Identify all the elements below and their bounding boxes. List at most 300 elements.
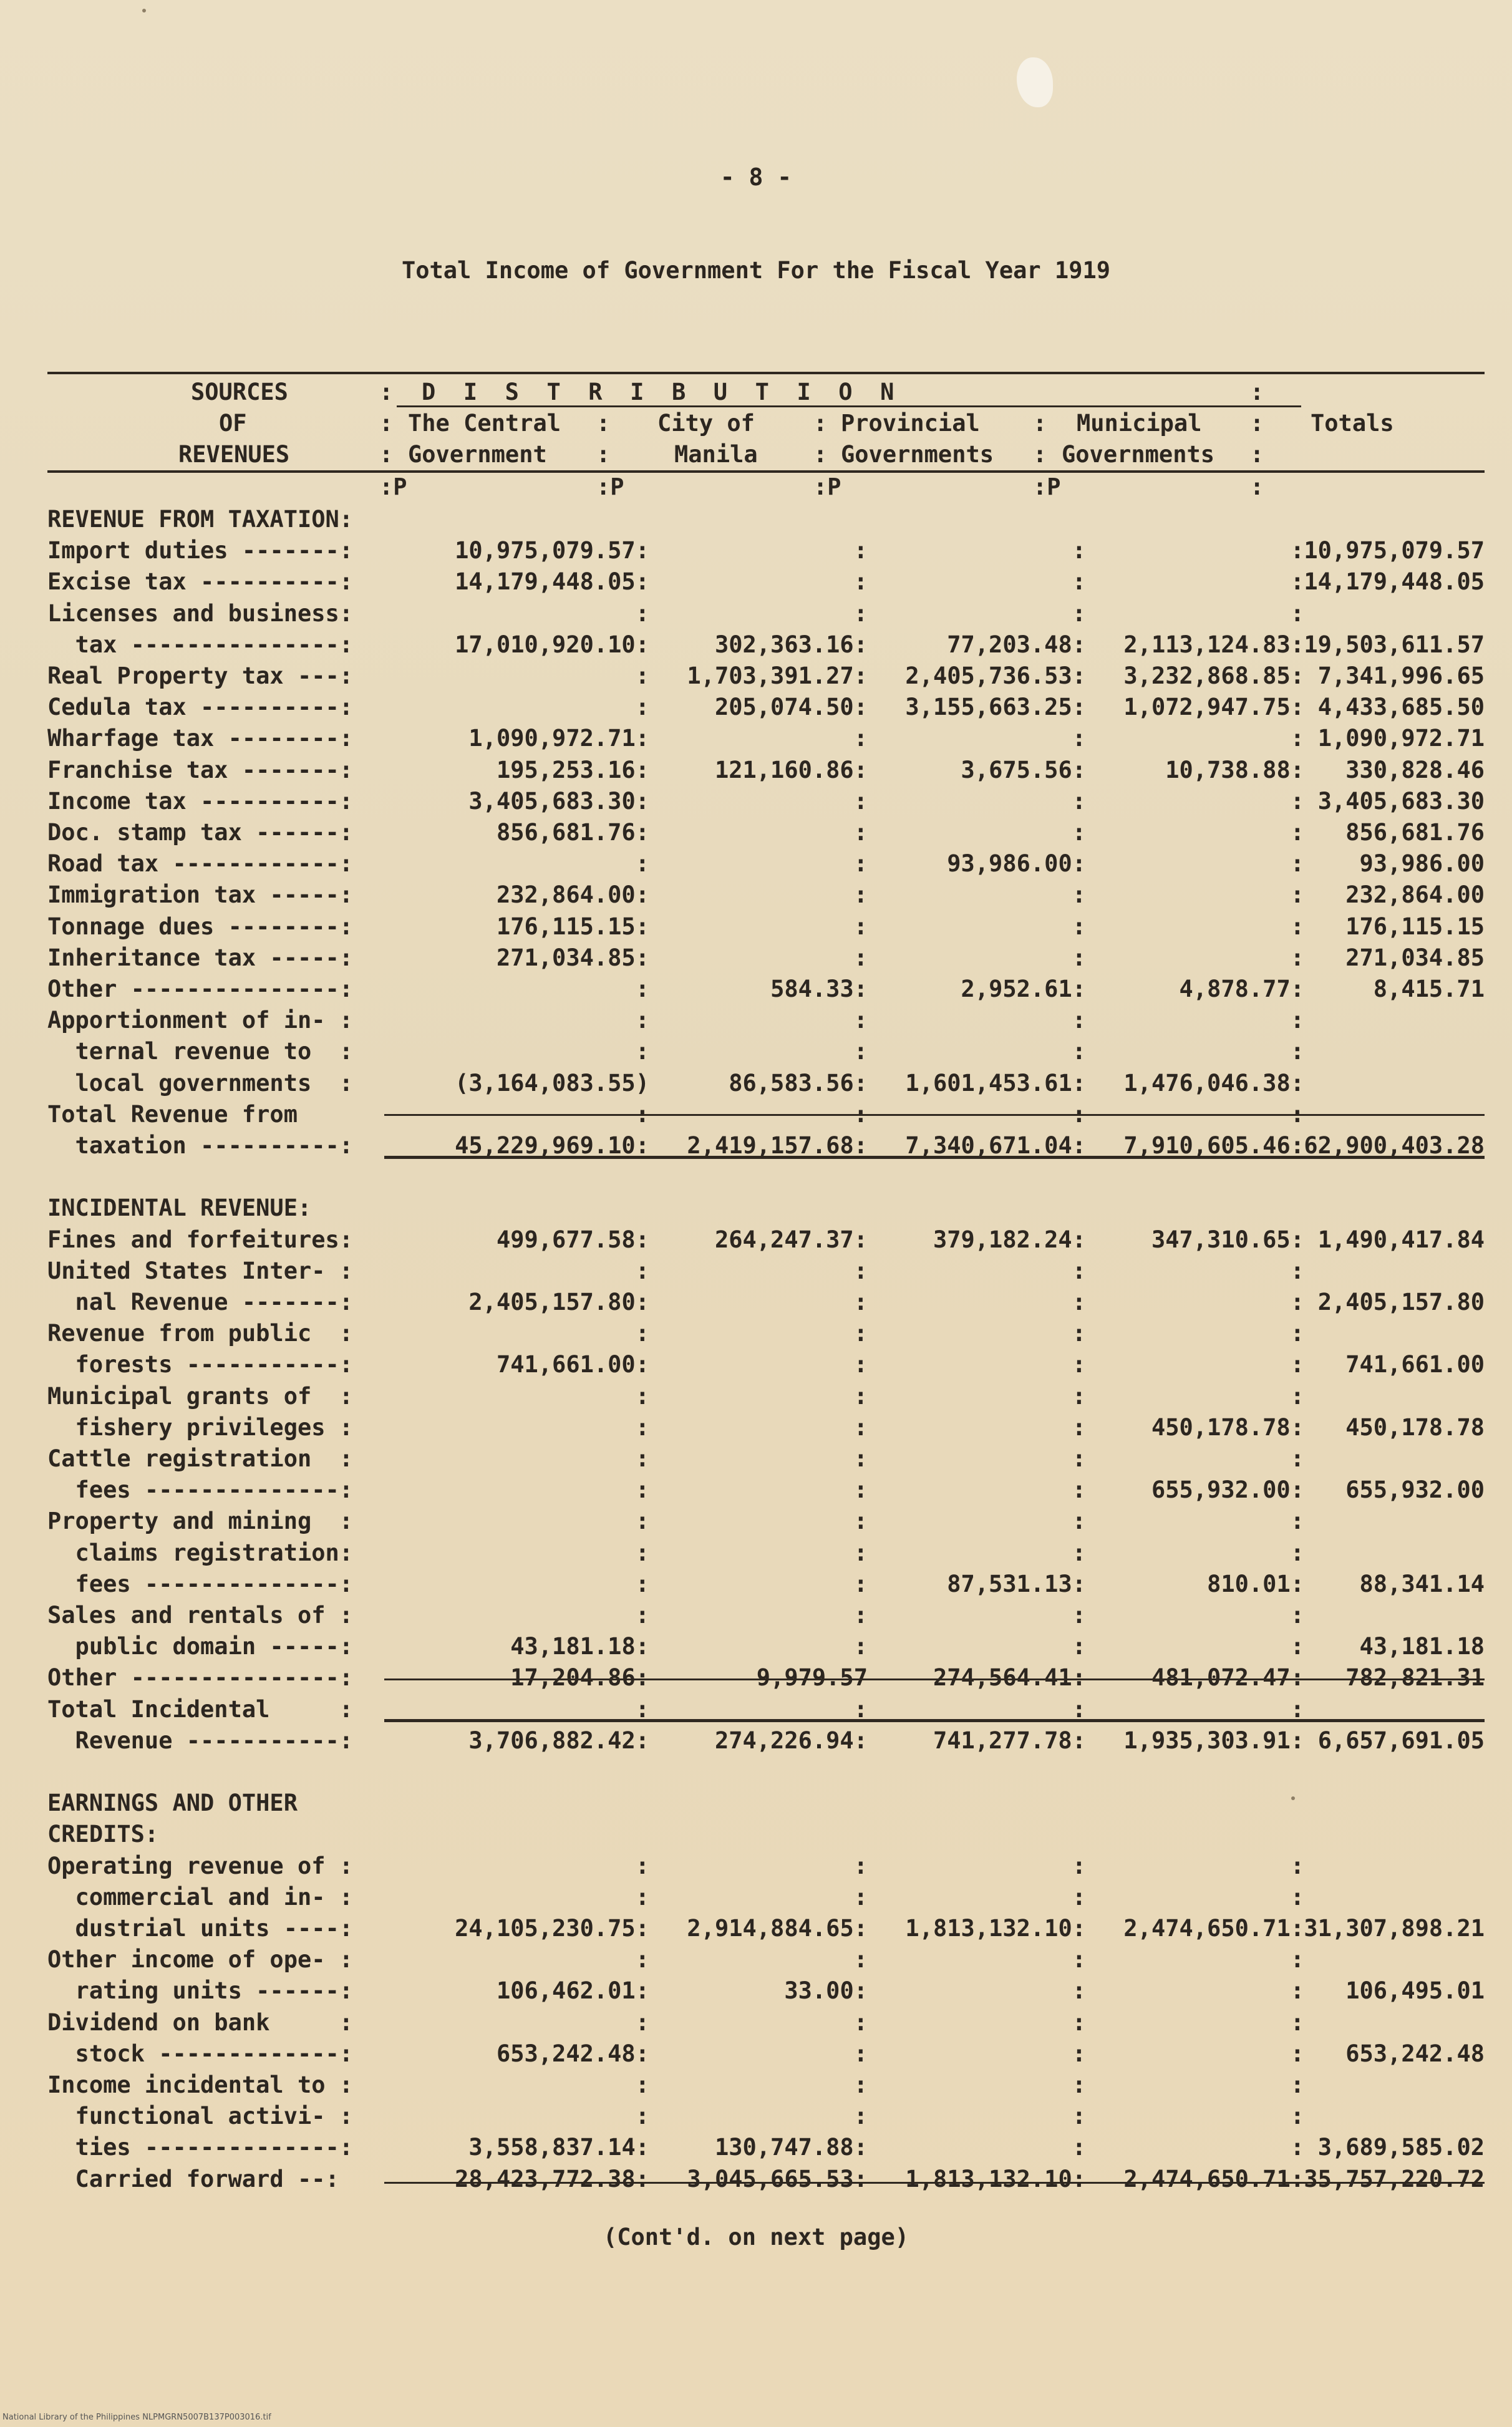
row-value-c5	[1261, 1443, 1485, 1475]
row-value-c2: :	[853, 1570, 868, 1597]
currency-mark-manila: :P	[596, 473, 624, 500]
row-value-c4: :	[1290, 599, 1304, 627]
row-value-c4: :	[1290, 1852, 1304, 1879]
row-value-c5: 856,681.76	[1345, 819, 1485, 846]
row-value-c4: 1,072,947.75:	[1123, 694, 1304, 721]
row-label: commercial and in- :	[47, 1883, 354, 1911]
row-value-c1: 14,179,448.05:	[455, 568, 649, 596]
row-label: stock -------------:	[47, 2040, 354, 2067]
header-colon: :	[379, 441, 394, 468]
row-value-c4: :	[1290, 1539, 1304, 1566]
row-value-c3: 1,813,132.10:	[905, 2165, 1086, 2192]
table-row	[47, 692, 1485, 723]
table-row	[47, 1412, 1485, 1443]
row-value-c1: :	[635, 2103, 649, 2130]
row-value-c2: :	[853, 568, 868, 596]
row-value-c2: :	[853, 1289, 868, 1315]
row-value-c3: :	[1072, 1977, 1086, 2005]
row-value-c3: :	[1072, 1633, 1086, 1660]
row-value-c4: 4,878.77:	[1179, 976, 1304, 1002]
row-value-c5: 1,490,417.84	[1317, 1226, 1485, 1253]
table-row	[47, 2101, 1485, 2132]
row-value-c1	[390, 1193, 649, 1224]
table-row	[47, 942, 1485, 974]
row-value-c5	[1261, 2007, 1485, 2038]
table-row	[47, 879, 1485, 911]
row-value-c3: :	[1072, 787, 1086, 815]
table-row	[47, 1193, 1485, 1224]
row-value-c2: 2,419,157.68:	[687, 1132, 868, 1159]
row-label: Total Revenue from	[47, 1100, 298, 1128]
table-row	[47, 1318, 1485, 1349]
row-value-c5	[1261, 1944, 1485, 1975]
table-row	[47, 2038, 1485, 2070]
row-value-c1: :	[635, 599, 649, 627]
row-label: CREDITS:	[47, 1821, 159, 1848]
row-value-c1: :	[635, 2008, 649, 2036]
row-label: Excise tax ----------:	[47, 568, 354, 596]
row-value-c1: 271,034.85:	[496, 944, 649, 971]
row-label: Immigration tax -----:	[47, 881, 354, 909]
table-row	[47, 974, 1485, 1005]
table-row	[47, 1600, 1485, 1631]
row-value-c2: :	[853, 944, 868, 971]
row-value-c2: :	[853, 2103, 868, 2130]
row-value-c3: 77,203.48:	[947, 631, 1086, 658]
row-value-c1	[390, 1819, 649, 1850]
row-value-c4: :	[1290, 1382, 1304, 1410]
row-label: Tonnage dues --------:	[47, 913, 354, 940]
row-value-c2: 584.33:	[770, 976, 868, 1002]
header-colon: :	[1250, 441, 1264, 468]
table-row	[47, 504, 1485, 535]
row-value-c1: 2,405,157.80:	[468, 1289, 649, 1315]
table-row	[47, 598, 1485, 629]
row-value-c3: :	[1072, 599, 1086, 627]
row-value-c5: 93,986.00	[1359, 850, 1485, 878]
row-value-c5: 2,405,157.80	[1317, 1289, 1485, 1315]
row-value-c5: 35,757,220.72	[1304, 2165, 1485, 2192]
header-colon: :	[379, 379, 394, 405]
row-value-c5	[1261, 1538, 1485, 1569]
row-label: taxation ----------:	[47, 1132, 354, 1159]
row-value-c2: :	[853, 1602, 868, 1629]
row-value-c1: :	[635, 1257, 649, 1284]
table-row	[47, 1756, 1485, 1788]
row-value-c1: 43,181.18:	[510, 1633, 649, 1660]
row-value-c5	[1261, 1193, 1485, 1224]
table-row	[47, 1788, 1485, 1819]
header-colon: :	[379, 410, 394, 437]
row-value-c3: :	[1072, 1413, 1086, 1441]
row-value-c5: 3,689,585.02	[1317, 2134, 1485, 2161]
header-manila-1: City of	[657, 410, 755, 437]
table-row	[47, 1913, 1485, 1944]
table-row	[47, 1819, 1485, 1850]
row-label: Total Incidental :	[47, 1695, 354, 1723]
row-label: local governments :	[47, 1069, 354, 1097]
row-value-c2: 274,226.94:	[714, 1727, 868, 1754]
page-number: - 8 -	[720, 163, 792, 191]
row-label: Doc. stamp tax ------:	[47, 819, 354, 846]
row-label: REVENUE FROM TAXATION:	[47, 506, 354, 533]
header-totals: Totals	[1311, 410, 1394, 437]
subtotal-rule	[384, 1679, 1485, 1680]
row-value-c4: :	[1290, 1602, 1304, 1629]
row-value-c1: :	[635, 1413, 649, 1441]
row-value-c5: 782,821.31	[1345, 1664, 1485, 1692]
row-label: rating units ------:	[47, 1977, 354, 2005]
row-value-c5	[1261, 598, 1485, 629]
header-colon: :	[1250, 473, 1264, 500]
row-value-c5: 31,307,898.21	[1304, 1915, 1485, 1942]
row-value-c1: 653,242.48:	[496, 2040, 649, 2067]
row-value-c4: :	[1290, 944, 1304, 971]
row-value-c5: 450,178.78	[1345, 1413, 1485, 1441]
row-value-c3: :	[1072, 2071, 1086, 2098]
header-colon: :	[596, 441, 611, 468]
table-row	[47, 1068, 1485, 1099]
row-value-c4: :	[1290, 1633, 1304, 1660]
row-value-c1: :	[635, 1602, 649, 1629]
document-title: Total Income of Government For the Fiscal Year 1919	[401, 257, 1111, 284]
row-label: Franchise tax -------:	[47, 756, 354, 783]
row-value-c2: :	[853, 2071, 868, 2098]
row-label: Fines and forfeitures:	[47, 1226, 354, 1253]
row-value-c3: 379,182.24:	[933, 1226, 1086, 1253]
row-value-c2: 2,914,884.65:	[687, 1915, 868, 1942]
row-value-c3: 741,277.78:	[933, 1727, 1086, 1754]
header-colon: :	[596, 410, 611, 437]
row-label: EARNINGS AND OTHER	[47, 1790, 298, 1817]
row-label: tax ---------------:	[47, 631, 354, 658]
row-value-c1: :	[635, 1883, 649, 1911]
row-value-c3	[830, 1161, 1086, 1193]
row-value-c2: :	[853, 819, 868, 846]
table-row	[47, 1851, 1485, 1882]
table-row	[47, 723, 1485, 754]
row-value-c3: :	[1072, 1382, 1086, 1410]
row-value-c4: :	[1290, 537, 1304, 564]
row-value-c3: 93,986.00:	[947, 850, 1086, 878]
row-value-c1: 176,115.15:	[496, 913, 649, 940]
table-row	[47, 1287, 1485, 1318]
header-municipal-1: Municipal	[1077, 410, 1202, 437]
row-value-c2: :	[853, 1633, 868, 1660]
row-label: fees --------------:	[47, 1570, 354, 1597]
row-label: nal Revenue -------:	[47, 1289, 354, 1315]
table-row	[47, 817, 1485, 848]
row-value-c4: :	[1290, 2040, 1304, 2067]
row-label: Revenue from public :	[47, 1320, 354, 1347]
row-label	[47, 1161, 384, 1193]
row-value-c1: :	[635, 694, 649, 721]
row-value-c5	[1261, 1506, 1485, 1537]
row-value-c1: :	[635, 1445, 649, 1472]
row-value-c1: :	[635, 1695, 649, 1723]
row-label: Road tax ------------:	[47, 850, 354, 878]
row-value-c3: :	[1072, 2134, 1086, 2161]
row-value-c4: :	[1290, 1351, 1304, 1378]
row-value-c2: :	[853, 537, 868, 564]
row-value-c3: :	[1072, 1476, 1086, 1504]
archive-stamp: National Library of the Philippines NLPMGRN5007B137P003016.tif	[2, 2413, 271, 2422]
row-value-c4: 1,935,303.91:	[1123, 1727, 1304, 1754]
row-value-c3: :	[1072, 944, 1086, 971]
header-provincial-1: Provincial	[841, 410, 980, 437]
row-value-c2: :	[853, 1695, 868, 1723]
row-label: Wharfage tax --------:	[47, 725, 354, 752]
row-label: dustrial units ----:	[47, 1915, 354, 1942]
row-value-c2: 264,247.37:	[714, 1226, 868, 1253]
row-value-c3: :	[1072, 1257, 1086, 1284]
row-value-c2	[612, 1819, 868, 1850]
table-row	[47, 2132, 1485, 2163]
table-row	[47, 1161, 1485, 1193]
row-label: public domain -----:	[47, 1633, 354, 1660]
row-value-c5: 3,405,683.30	[1317, 787, 1485, 815]
row-value-c1: 3,706,882.42:	[468, 1727, 649, 1754]
table-row	[47, 1224, 1485, 1256]
table-row	[47, 848, 1485, 879]
row-value-c5: 19,503,611.57	[1304, 631, 1485, 658]
row-value-c3: :	[1072, 1100, 1086, 1128]
header-colon: :	[1250, 379, 1264, 405]
table-row	[47, 786, 1485, 817]
row-value-c5: 271,034.85	[1345, 944, 1485, 971]
row-value-c5: 7,341,996.65	[1317, 662, 1485, 689]
paper-speck	[142, 9, 146, 12]
row-value-c2: 130,747.88:	[714, 2134, 868, 2161]
table-row	[47, 629, 1485, 661]
table-row	[47, 566, 1485, 598]
row-label: ties --------------:	[47, 2134, 354, 2161]
row-value-c1	[390, 1756, 649, 1788]
row-value-c2: 3,045,665.53:	[687, 2165, 868, 2192]
row-value-c3: :	[1072, 1007, 1086, 1034]
row-value-c5: 653,242.48	[1345, 2040, 1485, 2067]
row-value-c1: :	[635, 1476, 649, 1504]
table-row	[47, 1349, 1485, 1380]
row-value-c1: :	[635, 2071, 649, 2098]
row-value-c3: 3,675.56:	[961, 756, 1086, 783]
row-value-c4: :	[1290, 1038, 1304, 1065]
row-value-c4: 450,178.78:	[1151, 1413, 1304, 1441]
table-row	[47, 1506, 1485, 1537]
header-colon: :	[1033, 441, 1047, 468]
header-central-2: Government	[408, 441, 547, 468]
row-value-c5: 232,864.00	[1345, 881, 1485, 909]
table-row	[47, 661, 1485, 692]
row-value-c1: :	[635, 850, 649, 878]
row-value-c3: 2,952.61:	[961, 976, 1086, 1002]
row-value-c5	[1261, 1600, 1485, 1631]
header-municipal-2: Governments	[1062, 441, 1215, 468]
row-label: Dividend on bank :	[47, 2008, 354, 2036]
row-value-c3: :	[1072, 1883, 1086, 1911]
row-value-c1: 28,423,772.38:	[455, 2165, 649, 2192]
row-label: Income tax ----------:	[47, 787, 354, 815]
row-value-c3: :	[1072, 1946, 1086, 1974]
row-value-c3: 274,564.41:	[933, 1664, 1086, 1692]
table-row	[47, 1381, 1485, 1412]
row-value-c4: 2,113,124.83:	[1123, 631, 1304, 658]
table-row	[47, 1475, 1485, 1506]
row-label: Other ---------------:	[47, 1664, 354, 1692]
row-value-c5	[1261, 1851, 1485, 1882]
row-value-c5	[1261, 1318, 1485, 1349]
distribution-rule	[397, 405, 1301, 407]
table-row	[47, 1569, 1485, 1600]
row-value-c3: 87,531.13:	[947, 1570, 1086, 1597]
row-value-c1: 3,405,683.30:	[468, 787, 649, 815]
table-row	[47, 1882, 1485, 1913]
row-value-c1: :	[635, 976, 649, 1002]
row-value-c2: :	[853, 2008, 868, 2036]
row-value-c2: 33.00:	[784, 1977, 868, 2005]
row-value-c2: :	[853, 1382, 868, 1410]
header-bottom-rule	[47, 470, 1485, 473]
row-value-c3: 1,601,453.61:	[905, 1069, 1086, 1097]
row-value-c5	[1261, 1256, 1485, 1287]
currency-mark-provincial: :P	[813, 473, 841, 500]
row-value-c1: 232,864.00:	[496, 881, 649, 909]
row-value-c2	[612, 1788, 868, 1819]
row-value-c5	[1261, 1788, 1485, 1819]
table-row	[47, 2070, 1485, 2101]
row-value-c3: :	[1072, 1351, 1086, 1378]
row-value-c1: 741,661.00:	[496, 1351, 649, 1378]
table-row	[47, 1036, 1485, 1067]
row-value-c5: 741,661.00	[1345, 1351, 1485, 1378]
table-row	[47, 2164, 1485, 2195]
row-value-c4: :	[1290, 2008, 1304, 2036]
header-central-1: The Central	[408, 410, 561, 437]
row-value-c5	[1261, 1161, 1485, 1193]
row-value-c5: 14,179,448.05	[1304, 568, 1485, 596]
row-value-c2: :	[853, 1445, 868, 1472]
row-value-c2: :	[853, 1038, 868, 1065]
currency-mark-municipal: :P	[1033, 473, 1061, 500]
row-value-c3: :	[1072, 537, 1086, 564]
row-value-c2: 86,583.56:	[729, 1069, 868, 1097]
row-label: Property and mining :	[47, 1508, 354, 1535]
row-value-c3: 2,405,736.53:	[905, 662, 1086, 689]
row-value-c5	[1261, 504, 1485, 535]
table-row	[47, 535, 1485, 566]
row-value-c1: :	[635, 1570, 649, 1597]
header-revenues: REVENUES	[178, 441, 290, 468]
row-value-c3	[830, 504, 1086, 535]
row-label: United States Inter- :	[47, 1257, 354, 1284]
row-value-c4: :	[1290, 1445, 1304, 1472]
row-value-c4: :	[1290, 1977, 1304, 2005]
row-label: Import duties -------:	[47, 537, 354, 564]
row-label: claims registration:	[47, 1539, 354, 1566]
row-value-c2	[612, 504, 868, 535]
row-value-c4: :	[1290, 1320, 1304, 1347]
row-value-c5	[1261, 1819, 1485, 1850]
row-value-c3	[830, 1756, 1086, 1788]
header-sources: SOURCES	[191, 379, 288, 405]
table-row	[47, 1005, 1485, 1036]
subtotal-rule	[384, 1114, 1485, 1116]
row-value-c5	[1261, 2070, 1485, 2101]
row-value-c1: 106,462.01:	[496, 1977, 649, 2005]
row-value-c3: :	[1072, 1038, 1086, 1065]
row-label: Revenue -----------:	[47, 1727, 354, 1754]
row-value-c1	[390, 1788, 649, 1819]
row-value-c2: 1,703,391.27:	[687, 662, 868, 689]
table-row	[47, 1975, 1485, 2007]
row-value-c4: :	[1290, 819, 1304, 846]
row-value-c1: :	[635, 1320, 649, 1347]
row-value-c2: :	[853, 1539, 868, 1566]
row-value-c4: 10,738.88:	[1165, 756, 1304, 783]
row-label	[47, 1756, 384, 1788]
total-rule	[384, 1156, 1485, 1159]
row-value-c5: 8,415.71	[1373, 976, 1485, 1002]
row-value-c5	[1261, 1756, 1485, 1788]
table-row	[47, 755, 1485, 786]
row-value-c4: 481,072.47:	[1151, 1664, 1304, 1692]
row-value-c5	[1261, 1381, 1485, 1412]
row-value-c2: :	[853, 881, 868, 909]
currency-mark-central: :P	[379, 473, 407, 500]
row-value-c5: 655,932.00	[1345, 1476, 1485, 1504]
row-label: Income incidental to :	[47, 2071, 354, 2098]
row-value-c1: 17,204.86:	[510, 1664, 649, 1692]
header-colon: :	[1250, 410, 1264, 437]
row-value-c3: :	[1072, 2103, 1086, 2130]
row-value-c4: :	[1290, 913, 1304, 940]
row-value-c4: :	[1290, 2134, 1304, 2161]
row-label: Other ---------------:	[47, 976, 354, 1002]
row-value-c3	[830, 1193, 1086, 1224]
row-value-c1: 24,105,230.75:	[455, 1915, 649, 1942]
row-value-c1: (3,164,083.55)	[455, 1069, 649, 1097]
row-value-c5	[1261, 1068, 1485, 1099]
row-value-c1: 856,681.76:	[496, 819, 649, 846]
row-value-c1	[390, 504, 649, 535]
row-value-c2: :	[853, 1100, 868, 1128]
row-label: Municipal grants of :	[47, 1382, 354, 1410]
row-value-c4: :	[1290, 1100, 1304, 1128]
row-value-c5: 106,495.01	[1345, 1977, 1485, 2005]
row-value-c4: :	[1290, 787, 1304, 815]
row-value-c5: 4,433,685.50	[1317, 694, 1485, 721]
row-value-c3: :	[1072, 819, 1086, 846]
row-value-c4: :	[1290, 850, 1304, 878]
row-value-c1: 195,253.16:	[496, 756, 649, 783]
row-value-c4: :	[1290, 2103, 1304, 2130]
row-value-c4: 2,474,650.71:	[1123, 1915, 1304, 1942]
row-value-c3: :	[1072, 1602, 1086, 1629]
table-row	[47, 2007, 1485, 2038]
row-value-c2: :	[853, 1007, 868, 1034]
row-value-c4: :	[1290, 1257, 1304, 1284]
row-value-c3: :	[1072, 725, 1086, 752]
row-value-c1: :	[635, 1382, 649, 1410]
header-of: OF	[219, 410, 247, 437]
row-value-c2: :	[853, 1351, 868, 1378]
row-value-c5: 330,828.46	[1345, 756, 1485, 783]
row-label: ternal revenue to :	[47, 1038, 354, 1065]
row-label: Cedula tax ----------:	[47, 694, 354, 721]
row-value-c2	[612, 1193, 868, 1224]
header-colon: :	[813, 441, 828, 468]
table-row	[47, 1631, 1485, 1662]
